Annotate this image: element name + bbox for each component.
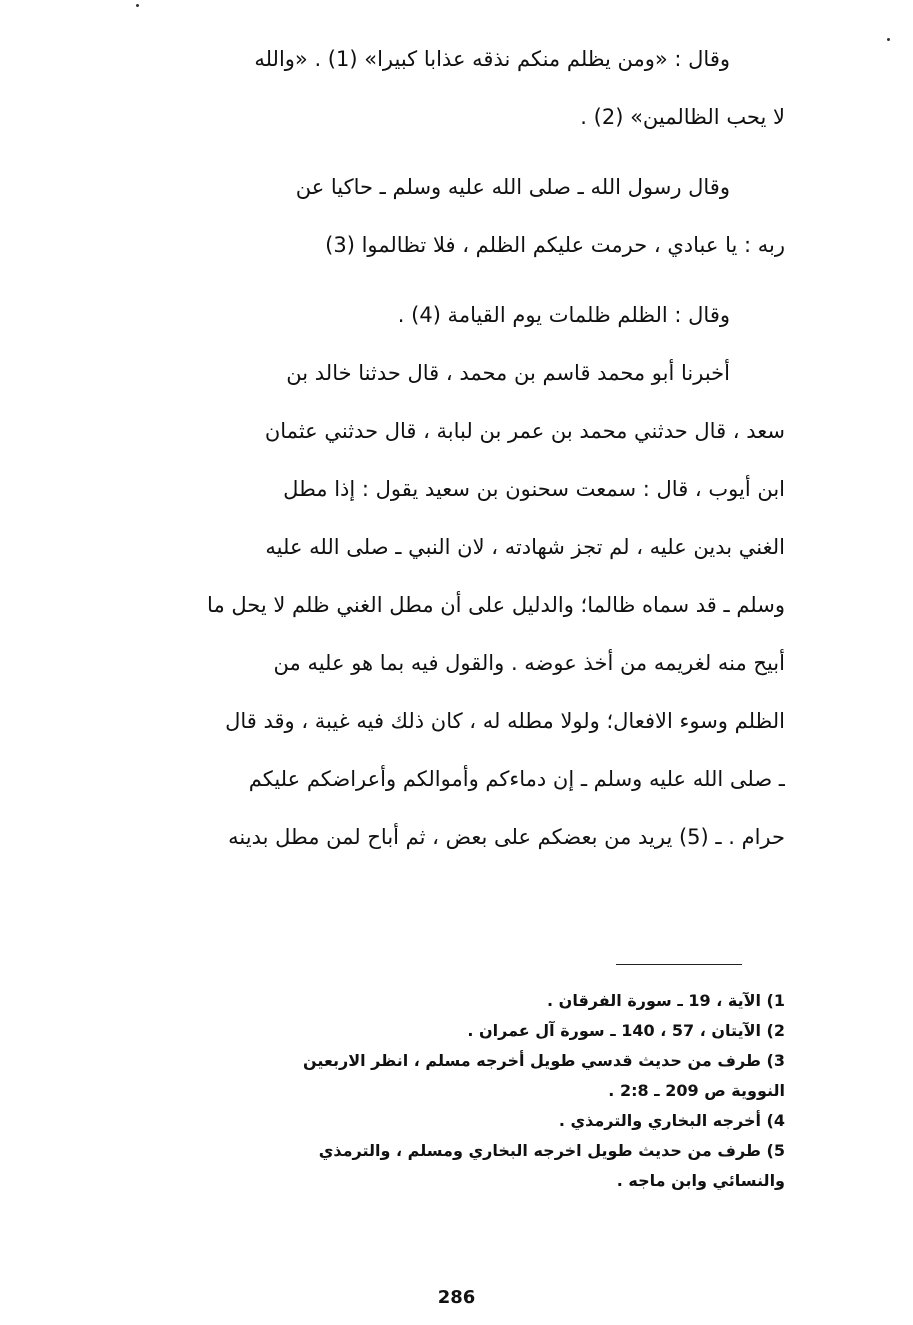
- text-line: سعد ، قال حدثني محمد بن عمر بن لبابة ، قال حدثني عثمان: [264, 418, 785, 443]
- footnote-line: 3) طرف من حديث قدسي طويل أخرجه مسلم ، انظر الاربعين: [303, 1050, 785, 1070]
- main-text: [120, 30, 785, 866]
- text-line: وسلم ـ قد سماه ظالما؛ والدليل على أن مطل الغني ظلم لا يحل ما: [207, 592, 785, 617]
- page-number: 286: [437, 1287, 476, 1308]
- footnotes: [125, 985, 785, 1195]
- text-line: لا يحب الظالمين» (2) .: [580, 104, 785, 129]
- text-line: حرام . ـ (5) يريد من بعضكم على بعض ، ثم أباح لمن مطل بدينه: [228, 824, 785, 849]
- footnote-line: 2) الآيتان ، 57 ، 140 ـ سورة آل عمران .: [467, 1020, 785, 1040]
- text-line: ربه : يا عبادي ، حرمت عليكم الظلم ، فلا تظالموا (3): [325, 232, 785, 257]
- text-line: الغني بدين عليه ، لم تجز شهادته ، لان النبي ـ صلى الله عليه: [265, 534, 785, 559]
- footnote-line: النووية ص 209 ـ 2:8 .: [608, 1080, 785, 1100]
- text-line: وقال رسول الله ـ صلى الله عليه وسلم ـ حاكيا عن: [295, 174, 730, 199]
- text-line: وقال : «ومن يظلم منكم نذقه عذابا كبيرا» (1) . «والله: [254, 46, 730, 71]
- text-line: ابن أيوب ، قال : سمعت سحنون بن سعيد يقول : إذا مطل: [283, 476, 785, 501]
- footnote-line: 5) طرف من حديث طويل اخرجه البخاري ومسلم ، والترمذي: [318, 1140, 785, 1160]
- text-line: أخبرنا أبو محمد قاسم بن محمد ، قال حدثنا خالد بن: [286, 360, 730, 385]
- text-line: ـ صلى الله عليه وسلم ـ إن دماءكم وأموالكم وأعراضكم عليكم: [248, 766, 785, 791]
- footnote-line: 1) الآية ، 19 ـ سورة الفرقان .: [547, 990, 785, 1010]
- text-line: أبيح منه لغريمه من أخذ عوضه . والقول فيه بما هو عليه من: [273, 650, 785, 675]
- scan-speck: [887, 38, 890, 41]
- footnote-line: 4) أخرجه البخاري والترمذي .: [558, 1110, 785, 1130]
- scan-speck: [136, 4, 139, 7]
- footnote-line: والنسائي وابن ماجه .: [616, 1170, 785, 1190]
- footnote-divider: [616, 964, 742, 965]
- text-line: وقال : الظلم ظلمات يوم القيامة (4) .: [397, 302, 730, 327]
- text-line: الظلم وسوء الافعال؛ ولولا مطله له ، كان ذلك فيه غيبة ، وقد قال: [225, 708, 785, 733]
